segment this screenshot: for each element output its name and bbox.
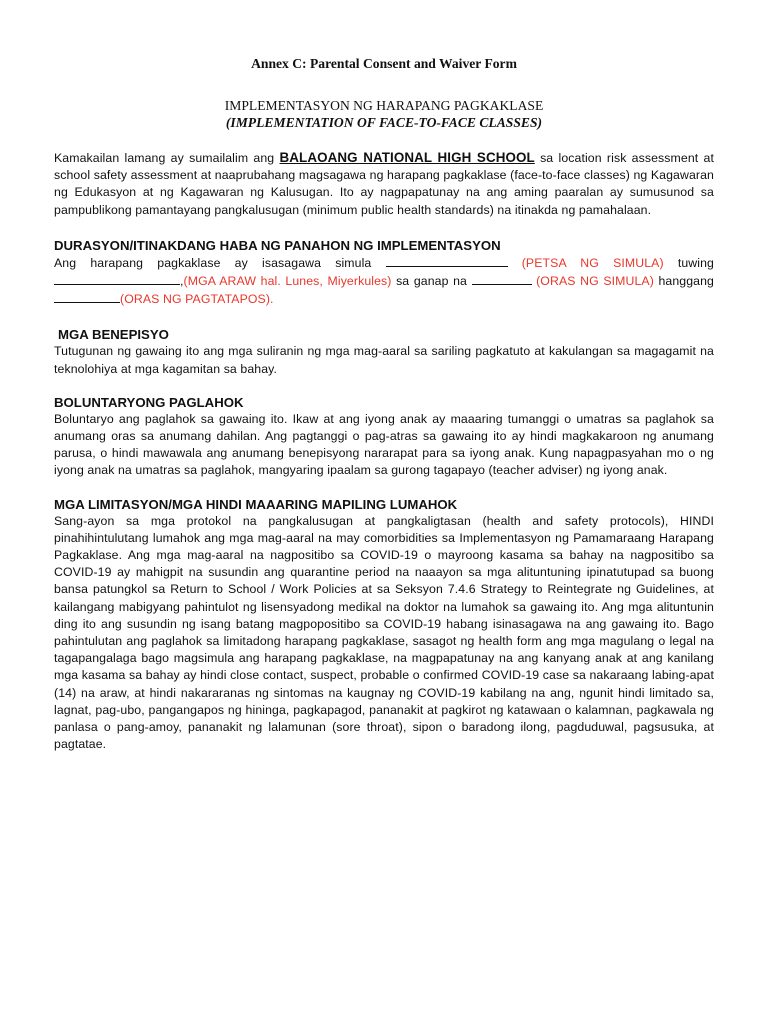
voluntary-paragraph: Boluntaryo ang paglahok sa gawaing ito. Ikaw at ang iyong anak ay maaaring tumanggi o umatras sa paglahok sa anumang oras sa anumang dahilan. Ang pagtanggi o pag-atras sa gawaing ito ay hindi magkakaroon ng anumang parusa, o hindi mawawala ang anumang benepisyong nararapat para sa iyong anak. Kung napagpasyahan mo o ng iyong anak na umatras sa paglahok, mangyaring ipaalam sa gurong tagapayo (teacher adviser) ng iyong anak.	[54, 411, 714, 478]
voluntary-heading: BOLUNTARYONG PAGLAHOK	[54, 394, 244, 410]
duration-heading: DURASYON/ITINAKDANG HABA NG PANAHON NG IMPLEMENTASYON	[54, 237, 501, 253]
days-blank[interactable]	[54, 272, 180, 285]
duration-start-text: Ang harapang pagkaklase ay isasagawa simula	[54, 255, 372, 270]
benefits-paragraph: Tutugunan ng gawaing ito ang mga suliranin ng mga mag-aaral sa sariling pagkatuto at kakulangan sa magagamit na teknolohiya at mga kagamitan sa bahay.	[54, 344, 714, 376]
start-time-blank[interactable]	[472, 272, 532, 285]
intro-body-text: sa location risk assessment at school safety assessment at naaprubahang magsagawa ng harapang pagkaklase (face-to-face classes) ng Kagawaran ng Edukasyon at ng Kagawaran ng Kalusugan. Ito ay nagpapatunay na ang aming paaralan ay sumusunod sa pampublikong pamantayang pangkalusugan (minimum public health standards) na itinakda ng pamahalaan.	[54, 151, 714, 217]
intro-lead-text: Kamakailan lamang ay sumailalim ang	[54, 151, 275, 165]
annex-title: Annex C: Parental Consent and Waiver Form	[251, 56, 517, 71]
end-time-blank[interactable]	[54, 290, 120, 303]
document-subtitle: (IMPLEMENTATION OF FACE-TO-FACE CLASSES)	[225, 115, 543, 130]
duration-at-text: sa ganap na	[396, 274, 467, 289]
limitations-paragraph: Sang-ayon sa mga protokol na pangkalusugan at pangkaligtasan (health and safety protocols), HINDI pinahihintulutang lumahok ang mga mag-aaral na may comorbidities sa Implementasyon ng Pamamaraang Harapang Pagkaklase. Ang mga mag-aaral na nagpositibo sa COVID-19 o mayroong kasama sa bahay na nagpositibo sa COVID-19 ay mahigpit na susundin ang quarantine period na naaayon sa mga alituntuning ipinatutupad sa buong bansa patungkol sa Return to School / Work Policies at sa Seksyon 7.4.6 Strategy to Reintegrate ng Guidelines, at kailangang mabigyang pahintulot ng lisensyadong medikal na doktor na lumahok sa gawaing ito. Ang mga alituntunin ding ito ang susundin ng isang batang magpopositibo sa COVID-19 habang isinasagawa na ang gawaing ito. Bago pahintulutan ang paglahok sa limitadong harapang pagkaklase, sasagot ng health form ang mga magulang o legal na tagapangalaga bago magsimula ang harapang pagkaklase, na magpapatunay na ang kanyang anak at ang kanilang mga kasama sa bahay ay hindi close contact, suspect, probable o confirmed COVID-19 case sa nakaraang labing-apat (14) na araw, at hindi nakararanas ng sintomas na kaugnay ng COVID-19 kabilang na ang, ngunit hindi limitado sa, lagnat, pag-ubo, pangangapos ng hininga, pagkapagod, pananakit at pagkirot ng katawaan o kalamnan, pagkawala ng panlasa o pang-amoy, pananakit ng lalamunan (sore throat), sipon o baradong ilong, pagduduwal, pagsusuka, at pagtatae.	[54, 513, 714, 752]
end-time-hint: (ORAS NG PAGTATAPOS).	[120, 292, 274, 307]
start-date-blank[interactable]	[386, 254, 508, 267]
duration-comma: ,	[180, 274, 184, 289]
document-title: IMPLEMENTASYON NG HARAPANG PAGKAKLASE	[224, 98, 544, 113]
intro-paragraph	[54, 149, 714, 219]
start-date-hint: (PETSA NG SIMULA)	[521, 255, 664, 270]
duration-every-text: tuwing	[677, 255, 714, 270]
limitations-heading: MGA LIMITASYON/MGA HINDI MAAARING MAPILING LUMAHOK	[54, 496, 458, 512]
duration-until-text: hanggang	[658, 274, 714, 289]
duration-paragraph	[54, 254, 714, 309]
days-hint: (MGA ARAW hal. Lunes, Miyerkules)	[183, 274, 392, 289]
benefits-heading: MGA BENEPISYO	[58, 327, 169, 343]
school-name: BALAOANG NATIONAL HIGH SCHOOL	[279, 150, 535, 165]
start-time-hint: (ORAS NG SIMULA)	[536, 274, 654, 289]
